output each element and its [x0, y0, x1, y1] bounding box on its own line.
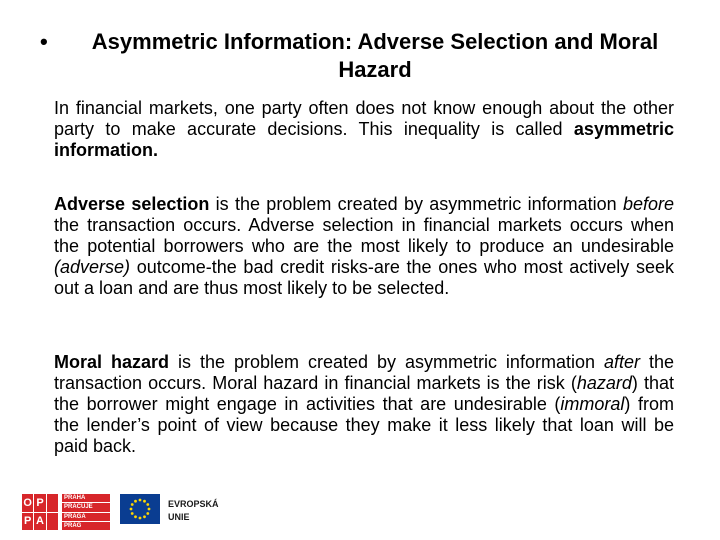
opp-block [47, 494, 58, 512]
p3-em3: immoral [560, 394, 625, 414]
opp-letter: O [22, 494, 33, 512]
praha-line: PRAGA [62, 513, 114, 521]
p1-text: In financial markets, one party often does not know enough about the other party to make accurate decisions. This inequality is called [54, 98, 674, 139]
p2-a: is the problem created by asymmetric information [209, 194, 623, 214]
praha-line: PRAHA [62, 494, 114, 502]
opp-letter: A [34, 513, 45, 531]
title-text: Asymmetric Information: Adverse Selection and Moral Hazard [91, 29, 659, 82]
opp-logo [22, 494, 58, 530]
p2-lead: Adverse selection [54, 194, 210, 214]
eu-line2: UNIE [168, 512, 190, 522]
praha-logo [62, 494, 114, 530]
p2-em: before [622, 194, 674, 214]
p2-em2: (adverse) [54, 257, 131, 277]
p2-b: the transaction occurs. Adverse selection in financial markets occurs when the potential borrowers who are the most likely to produce an undesirable [54, 215, 674, 256]
p3-d: ) from the lender’s point of view because they make it less likely that loan will be paid back. [54, 394, 674, 456]
eu-text [168, 498, 219, 524]
paragraph-asymmetric-information [54, 98, 674, 161]
p3-a: is the problem created by asymmetric information [169, 352, 604, 372]
p3-em: after [603, 352, 640, 372]
paragraph-moral-hazard [54, 352, 674, 457]
eu-line1: EVROPSKÁ [168, 499, 219, 509]
p1-strong: asymmetric information. [54, 119, 674, 160]
opp-letter: P [34, 494, 45, 512]
opp-letter: P [22, 513, 33, 531]
title-bullet: • [40, 29, 48, 54]
p3-c: ) that the borrower might engage in activities that are undesirable ( [54, 373, 674, 414]
p3-lead: Moral hazard [54, 352, 169, 372]
opp-block [47, 513, 58, 531]
eu-flag-icon [120, 494, 160, 524]
praha-line: PRACUJE [62, 503, 114, 511]
slide-title [40, 28, 690, 84]
p2-c: outcome-the bad credit risks-are the ones who most actively seek out a loan and are thus most likely to be selected. [54, 257, 674, 298]
p3-b: the transaction occurs. Moral hazard in financial markets is the risk ( [54, 352, 674, 393]
praha-line: PRAG [62, 522, 114, 530]
paragraph-adverse-selection [54, 194, 674, 299]
p3-em2: hazard [576, 373, 632, 393]
